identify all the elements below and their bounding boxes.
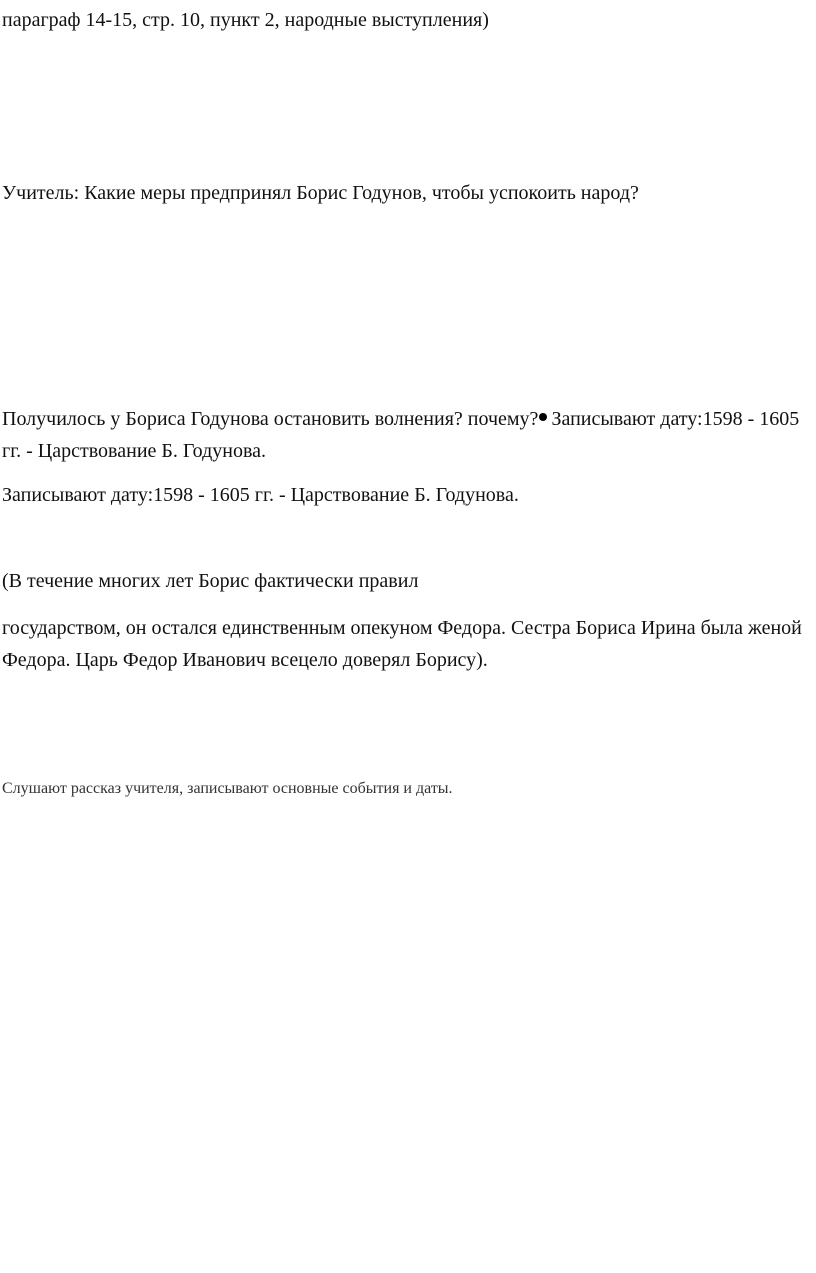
teacher-question: Учитель: Какие меры предпринял Борис Годунов, чтобы успокоить народ?	[2, 182, 639, 204]
bullet-icon	[539, 413, 547, 421]
student-activity-note: Слушают рассказ учителя, записывают основные события и даты.	[2, 780, 453, 797]
question-with-bullet	[2, 403, 814, 467]
lesson-reference-line: параграф 14-15, стр. 10, пункт 2, народные выступления)	[2, 9, 489, 31]
question-text: Получилось у Бориса Годунова остановить волнения? почему?	[2, 408, 539, 430]
context-line-first: (В течение многих лет Борис фактически правил	[2, 570, 419, 592]
date-record-line: Записывают дату:1598 - 1605 гг. - Царствование Б. Годунова.	[2, 484, 519, 506]
date-note-inline: Записывают дату:1598 - 1605 гг. - Царствование Б. Годунова.	[2, 408, 800, 462]
context-paragraph: государством, он остался единственным опекуном Федора. Сестра Бориса Ирина была женой Федора. Царь Федор Иванович всецело доверял Борису).	[2, 617, 802, 671]
